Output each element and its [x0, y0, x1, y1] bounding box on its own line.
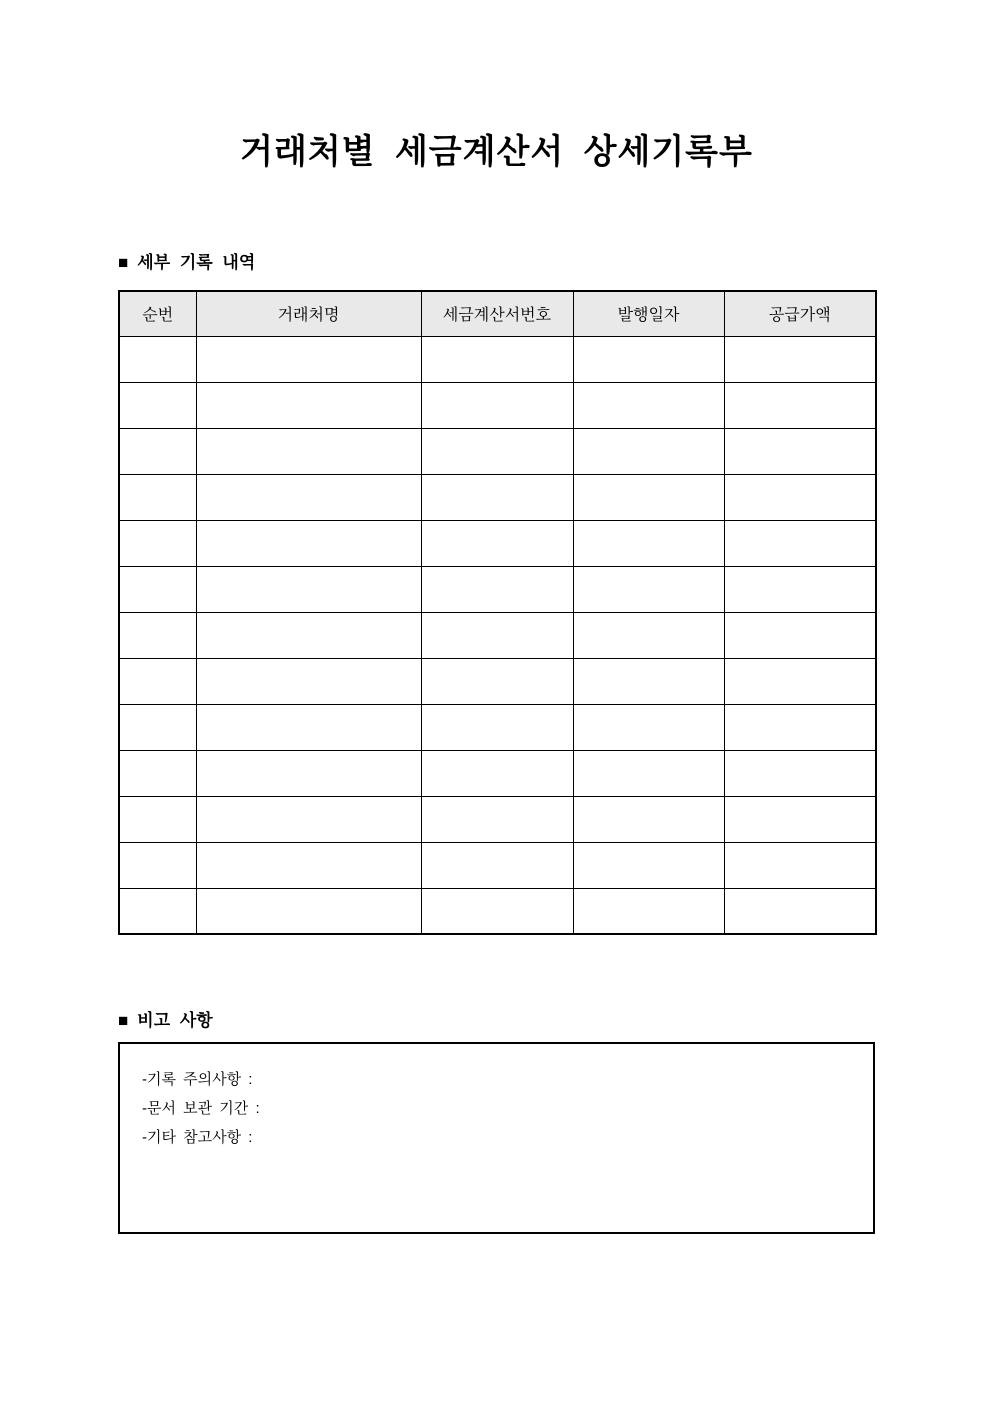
table-row [119, 704, 876, 750]
table-cell-empty [196, 612, 421, 658]
table-cell-empty [724, 842, 876, 888]
table-cell-empty [119, 842, 196, 888]
remarks-box [118, 1042, 875, 1234]
table-cell-empty [724, 612, 876, 658]
table-cell-empty [119, 796, 196, 842]
table-cell-empty [421, 382, 573, 428]
table-cell-empty [573, 750, 724, 796]
table-cell-empty [196, 428, 421, 474]
table-cell-empty [724, 428, 876, 474]
table-cell-empty [196, 750, 421, 796]
table-cell-empty [573, 888, 724, 934]
table-row [119, 428, 876, 474]
table-cell-empty [573, 474, 724, 520]
table-row [119, 796, 876, 842]
table-cell-empty [196, 888, 421, 934]
column-header-issue-date: 발행일자 [573, 291, 724, 336]
table-cell-empty [196, 796, 421, 842]
table-cell-empty [119, 336, 196, 382]
column-header-supply-value: 공급가액 [724, 291, 876, 336]
remarks-line-record-caution: -기록 주의사항 : [142, 1071, 253, 1088]
table-cell-empty [724, 520, 876, 566]
table-cell-empty [196, 658, 421, 704]
table-cell-empty [196, 474, 421, 520]
table-cell-empty [421, 566, 573, 612]
table-cell-empty [421, 428, 573, 474]
table-row [119, 382, 876, 428]
table-cell-empty [573, 842, 724, 888]
table-row [119, 474, 876, 520]
table-cell-empty [573, 658, 724, 704]
table-cell-empty [573, 428, 724, 474]
table-cell-empty [421, 520, 573, 566]
table-cell-empty [119, 428, 196, 474]
table-cell-empty [573, 520, 724, 566]
column-header-tax-invoice-no: 세금계산서번호 [421, 291, 573, 336]
table-row [119, 520, 876, 566]
table-cell-empty [421, 842, 573, 888]
remarks-line-other-notes: -기타 참고사항 : [142, 1129, 253, 1146]
remarks-section-heading [118, 1010, 875, 1032]
table-row [119, 842, 876, 888]
table-cell-empty [573, 566, 724, 612]
table-cell-empty [573, 612, 724, 658]
square-bullet-icon: ■ [118, 1011, 129, 1030]
table-cell-empty [119, 382, 196, 428]
records-table-body [119, 336, 876, 934]
table-cell-empty [119, 658, 196, 704]
page-title: 거래처별 세금계산서 상세기록부 [240, 133, 753, 171]
table-cell-empty [119, 888, 196, 934]
table-cell-empty [421, 658, 573, 704]
table-row [119, 336, 876, 382]
column-header-seq-no: 순번 [119, 291, 196, 336]
table-cell-empty [196, 842, 421, 888]
records-table [118, 290, 877, 935]
table-cell-empty [119, 750, 196, 796]
table-cell-empty [421, 474, 573, 520]
table-cell-empty [724, 796, 876, 842]
table-cell-empty [724, 750, 876, 796]
table-cell-empty [196, 382, 421, 428]
table-row [119, 750, 876, 796]
table-cell-empty [421, 750, 573, 796]
table-cell-empty [724, 888, 876, 934]
table-row [119, 888, 876, 934]
remarks-line-retention-period: -문서 보관 기간 : [142, 1100, 260, 1117]
table-cell-empty [119, 612, 196, 658]
table-cell-empty [196, 520, 421, 566]
table-cell-empty [421, 704, 573, 750]
records-section-heading-label: 세부 기록 내역 [137, 253, 256, 272]
table-header-row [119, 291, 876, 336]
table-row [119, 658, 876, 704]
table-cell-empty [724, 658, 876, 704]
table-cell-empty [119, 566, 196, 612]
square-bullet-icon: ■ [118, 253, 129, 272]
table-cell-empty [724, 474, 876, 520]
table-cell-empty [421, 796, 573, 842]
table-cell-empty [196, 704, 421, 750]
table-cell-empty [421, 336, 573, 382]
records-section-heading [118, 252, 875, 274]
table-cell-empty [119, 520, 196, 566]
table-cell-empty [196, 566, 421, 612]
table-cell-empty [573, 336, 724, 382]
table-row [119, 612, 876, 658]
table-cell-empty [573, 796, 724, 842]
table-cell-empty [724, 566, 876, 612]
table-row [119, 566, 876, 612]
table-cell-empty [573, 382, 724, 428]
table-cell-empty [724, 382, 876, 428]
column-header-client-name: 거래처명 [196, 291, 421, 336]
table-cell-empty [421, 888, 573, 934]
table-cell-empty [119, 704, 196, 750]
table-cell-empty [421, 612, 573, 658]
table-cell-empty [119, 474, 196, 520]
table-cell-empty [196, 336, 421, 382]
table-cell-empty [724, 704, 876, 750]
table-cell-empty [573, 704, 724, 750]
table-cell-empty [724, 336, 876, 382]
remarks-section-heading-label: 비고 사항 [137, 1011, 213, 1030]
